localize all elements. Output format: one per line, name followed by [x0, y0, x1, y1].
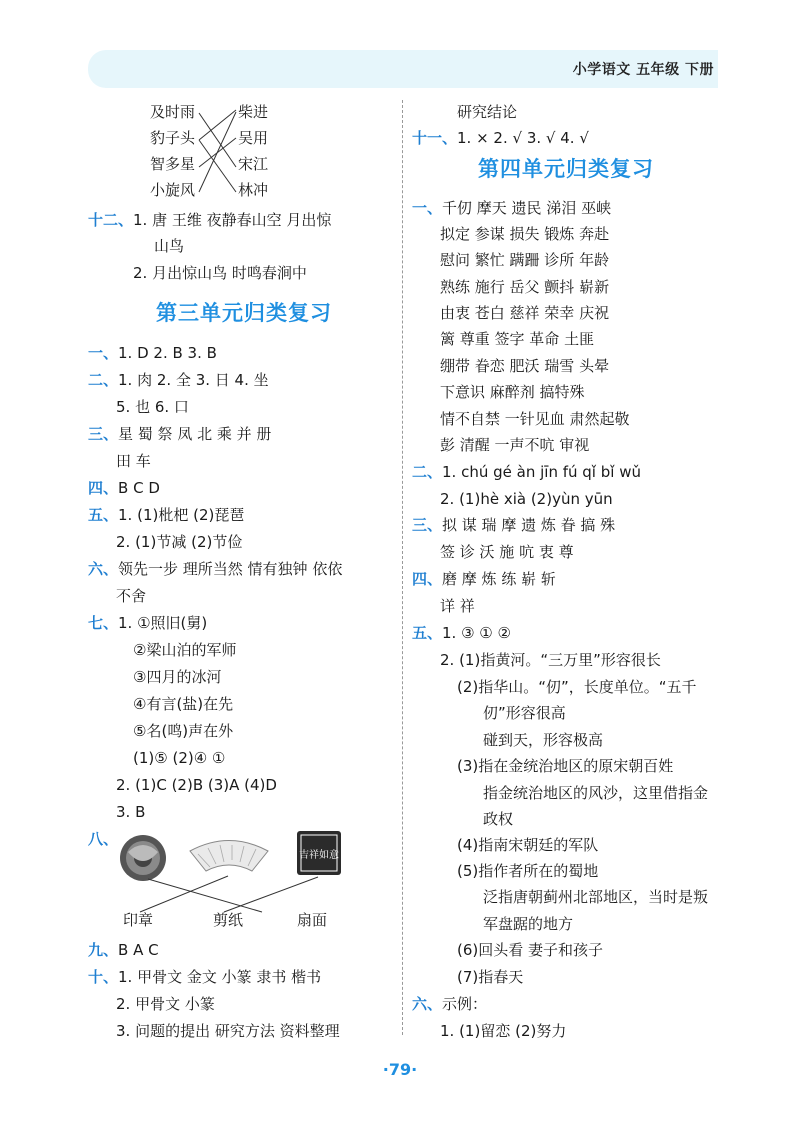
answer-text: 签 诊 沃 施 吭 衷 尊	[440, 543, 574, 561]
answer-text: 扇面	[297, 911, 328, 929]
answer-text: 军盘踞的地方	[483, 915, 574, 933]
question-number: 三、	[412, 516, 443, 534]
answer-text: 情不自禁 一针见血 肃然起敬	[440, 410, 630, 428]
answer-text: 示例：	[442, 995, 488, 1013]
answer-text: 林冲	[238, 181, 269, 199]
match-line-2	[199, 113, 236, 167]
answer-text: 豹子头	[150, 129, 196, 147]
answer-text: (3)指在金统治地区的原宋朝百姓	[457, 757, 674, 775]
match-line-6	[148, 879, 262, 912]
answer-text: 1. D 2. B 3. B	[118, 344, 217, 362]
answer-text: (4)指南宋朝廷的军队	[457, 836, 599, 854]
answer-text: 2. (1)节减 (2)节俭	[116, 533, 243, 551]
answer-text: 吴用	[238, 129, 269, 147]
question-number: 六、	[412, 995, 443, 1013]
answer-text: 2. (1)hè xià (2)yùn yūn	[440, 490, 613, 508]
answer-text: 及时雨	[150, 103, 196, 121]
answer-text: 不舍	[116, 587, 147, 605]
answer-text: 星 蜀 祭 凤 北 乘 并 册	[118, 425, 272, 443]
answer-text: 1. ③ ① ②	[442, 624, 511, 642]
answer-text: (1)⑤ (2)④ ①	[133, 749, 226, 767]
answer-text: 下意识 麻醉剂 搞特殊	[440, 383, 585, 401]
answer-text: 仞”形容很高	[483, 704, 566, 722]
fan-painting-icon	[190, 841, 268, 872]
answer-text: 5. 也 6. 口	[116, 398, 189, 416]
answer-text: 1. chú gé àn jīn fú qǐ bǐ wǔ	[442, 463, 641, 481]
answer-text: 剪纸	[213, 911, 244, 929]
answer-text: 篱 尊重 签字 革命 土匪	[440, 330, 595, 348]
answer-text: ③四月的冰河	[133, 668, 222, 686]
answer-text: 2. (1)C (2)B (3)A (4)D	[116, 776, 277, 794]
answer-text: 千仞 摩天 遗民 涕泪 巫峡	[442, 199, 612, 217]
answer-text: 领先一步 理所当然 情有独钟 依依	[118, 560, 343, 578]
answer-text: 小旋风	[150, 181, 196, 199]
answer-text: 印章	[123, 911, 154, 929]
match-line-5	[199, 140, 236, 192]
question-number: 七、	[88, 614, 119, 632]
answer-text: 拟 谋 瑞 摩 遗 炼 眷 搞 殊	[442, 516, 616, 534]
question-number: 八、	[88, 830, 119, 848]
answer-text: ⑤名(鸣)声在外	[133, 722, 234, 740]
question-number: 一、	[412, 199, 443, 217]
answer-text: 宋江	[238, 155, 269, 173]
answer-text: ④有言(盐)在先	[133, 695, 234, 713]
question-number: 四、	[412, 570, 443, 588]
match-line-8	[224, 877, 318, 912]
answer-text: 泛指唐朝蓟州北部地区，当时是叛	[483, 888, 709, 906]
answer-text: 指金统治地区的风沙，这里借指金	[483, 784, 709, 802]
question-number: 六、	[88, 560, 119, 578]
question-number: 九、	[88, 941, 119, 959]
question-number: 五、	[412, 624, 443, 642]
answer-text: 政权	[483, 810, 514, 828]
match-line-4	[199, 112, 236, 192]
answer-text: 彭 清醒 一声不吭 审视	[440, 436, 590, 454]
match-line-7	[140, 876, 228, 912]
question-number: 二、	[412, 463, 443, 481]
paper-cut-icon	[120, 835, 166, 881]
answer-text: 柴进	[238, 103, 269, 121]
answer-text: 由衷 苍白 慈祥 荣幸 庆祝	[440, 304, 610, 322]
answer-text: ②梁山泊的军师	[133, 641, 237, 659]
answer-text: (6)回头看 妻子和孩子	[457, 941, 604, 959]
answer-text: 1. (1)留恋 (2)努力	[440, 1022, 567, 1040]
seal-text: 吉祥如意	[299, 850, 339, 861]
answer-text: 2. 月出惊山鸟 时鸣春涧中	[133, 264, 307, 282]
answer-text: 磨 摩 炼 练 崭 斩	[442, 570, 556, 588]
answer-text: 绷带 眷恋 肥沃 瑞雪 头晕	[440, 357, 610, 375]
question-number: 二、	[88, 371, 119, 389]
answer-text: 田 车	[116, 452, 151, 470]
answer-text: 3. 问题的提出 研究方法 资料整理	[116, 1022, 340, 1040]
header-title: 小学语文 五年级 下册	[572, 62, 714, 78]
answer-text: 熟练 施行 岳父 颤抖 崭新	[440, 278, 610, 296]
question-number: 十二、	[88, 211, 134, 229]
answer-text: 山鸟	[154, 237, 185, 255]
page-number: ·79·	[382, 1060, 418, 1079]
answer-text: 碰到天，形容极高	[483, 731, 604, 749]
answer-text: 1. × 2. √ 3. √ 4. √	[457, 129, 589, 147]
question-number: 四、	[88, 479, 119, 497]
answer-text: 拟定 参谋 损失 锻炼 奔赴	[440, 225, 610, 243]
question-number: 一、	[88, 344, 119, 362]
answer-text: (2)指华山。“仞”，长度单位。“五千	[457, 678, 697, 696]
answer-text: 3. B	[116, 803, 146, 821]
answer-text: 1. 唐 王维 夜静春山空 月出惊	[133, 211, 332, 229]
question-number: 三、	[88, 425, 119, 443]
answer-text: B A C	[118, 941, 159, 959]
answer-text: 1. (1)枇杷 (2)琵琶	[118, 506, 245, 524]
answer-text: (5)指作者所在的蜀地	[457, 862, 599, 880]
section-title: 第四单元归类复习	[478, 157, 654, 181]
question-number: 五、	[88, 506, 119, 524]
answer-text: 1. 甲骨文 金文 小篆 隶书 楷书	[118, 968, 322, 986]
answer-text: (7)指春天	[457, 968, 524, 986]
answer-text: 1. 肉 2. 全 3. 日 4. 坐	[118, 371, 269, 389]
answer-text: B C D	[118, 479, 160, 497]
answer-text: 1. ①照旧(舅)	[118, 614, 208, 632]
answer-text: 2. (1)指黄河。“三万里”形容很长	[440, 651, 661, 669]
section-title: 第三单元归类复习	[156, 301, 332, 325]
answer-text: 详 祥	[440, 597, 475, 615]
answer-text: 智多星	[150, 155, 196, 173]
answer-text: 2. 甲骨文 小篆	[116, 995, 215, 1013]
answer-text: 研究结论	[457, 103, 518, 121]
question-number: 十、	[88, 968, 119, 986]
seal-stamp-icon	[297, 831, 341, 875]
answer-text: 慰问 繁忙 蹒跚 诊所 年龄	[440, 251, 610, 269]
question-number: 十一、	[412, 129, 458, 147]
